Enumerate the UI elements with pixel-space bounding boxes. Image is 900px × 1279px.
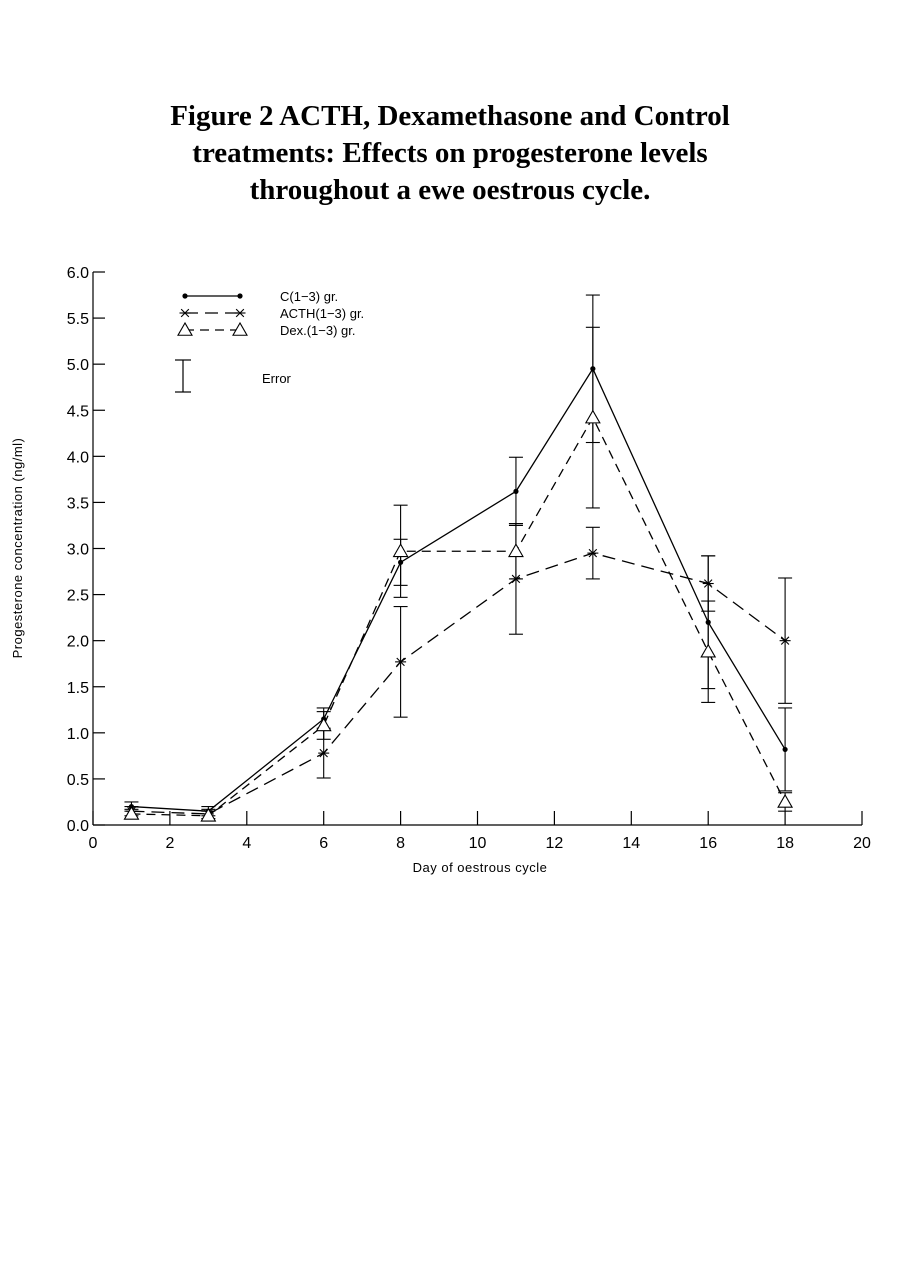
legend — [175, 289, 364, 392]
marker-dot — [513, 489, 518, 494]
x-tick-label: 18 — [776, 835, 794, 852]
y-axis-label: Progesterone concentration (ng/ml) — [10, 437, 25, 659]
series-layer — [124, 295, 792, 821]
x-tick-label: 4 — [242, 835, 252, 852]
series-line — [131, 369, 785, 811]
x-tick-label: 0 — [88, 835, 98, 852]
x-tick-label: 10 — [468, 835, 487, 852]
series-line — [131, 418, 785, 816]
y-tick-label: 4.5 — [66, 403, 89, 421]
series-3 — [124, 327, 792, 821]
marker-triangle — [586, 411, 600, 423]
legend-error-symbol — [175, 360, 191, 392]
marker-dot — [182, 293, 187, 298]
marker-dot — [783, 747, 788, 752]
marker-dot — [237, 293, 242, 298]
marker-triangle — [124, 807, 138, 819]
x-tick-label: 6 — [319, 835, 329, 852]
x-tick-label: 2 — [165, 835, 175, 852]
x-tick-label: 20 — [853, 835, 871, 852]
series-line — [131, 553, 785, 814]
x-axis-label: Day of oestrous cycle — [412, 860, 548, 875]
legend-item-2 — [180, 306, 365, 321]
marker-triangle — [778, 795, 792, 807]
x-tick-label: 12 — [545, 835, 564, 852]
y-tick-label: 3.0 — [66, 541, 89, 559]
y-tick-label: 1.5 — [66, 679, 89, 697]
x-tick-label: 8 — [396, 835, 406, 852]
title-line-1: Figure 2 ACTH, Dexamethasone and Control — [170, 100, 730, 132]
marker-asterisk — [180, 309, 191, 317]
series-2 — [124, 524, 792, 819]
x-tick-label: 16 — [699, 835, 718, 852]
y-tick-label: 2.5 — [66, 587, 89, 605]
x-tick-label: 14 — [622, 835, 641, 852]
legend-item-1 — [182, 289, 338, 304]
y-tick-label: 1.0 — [66, 725, 89, 743]
marker-asterisk — [235, 309, 246, 317]
marker-triangle — [233, 323, 247, 335]
y-tick-label: 0.0 — [66, 818, 89, 835]
y-tick-label: 6.0 — [66, 265, 89, 282]
legend-label: ACTH(1−3) gr. — [280, 306, 365, 321]
y-tick-label: 4.0 — [66, 449, 89, 467]
legend-label: Dex.(1−3) gr. — [280, 323, 356, 338]
marker-triangle — [509, 544, 523, 556]
y-tick-label: 3.5 — [66, 495, 89, 513]
legend-item-3 — [178, 323, 356, 338]
chart-axes — [67, 265, 871, 852]
legend-label: C(1−3) gr. — [280, 289, 339, 304]
y-tick-label: 0.5 — [66, 771, 89, 789]
marker-triangle — [701, 645, 715, 657]
title-line-3: throughout a ewe oestrous cycle. — [249, 174, 651, 206]
marker-triangle — [178, 323, 192, 335]
title-line-2: treatments: Effects on progesterone levels — [192, 137, 708, 169]
marker-triangle — [394, 544, 408, 556]
marker-triangle — [317, 718, 331, 730]
y-tick-label: 5.0 — [66, 357, 89, 375]
legend-error-label: Error — [262, 371, 291, 386]
y-tick-label: 2.0 — [66, 633, 89, 651]
series-1 — [124, 295, 792, 816]
y-tick-label: 5.5 — [66, 311, 89, 329]
